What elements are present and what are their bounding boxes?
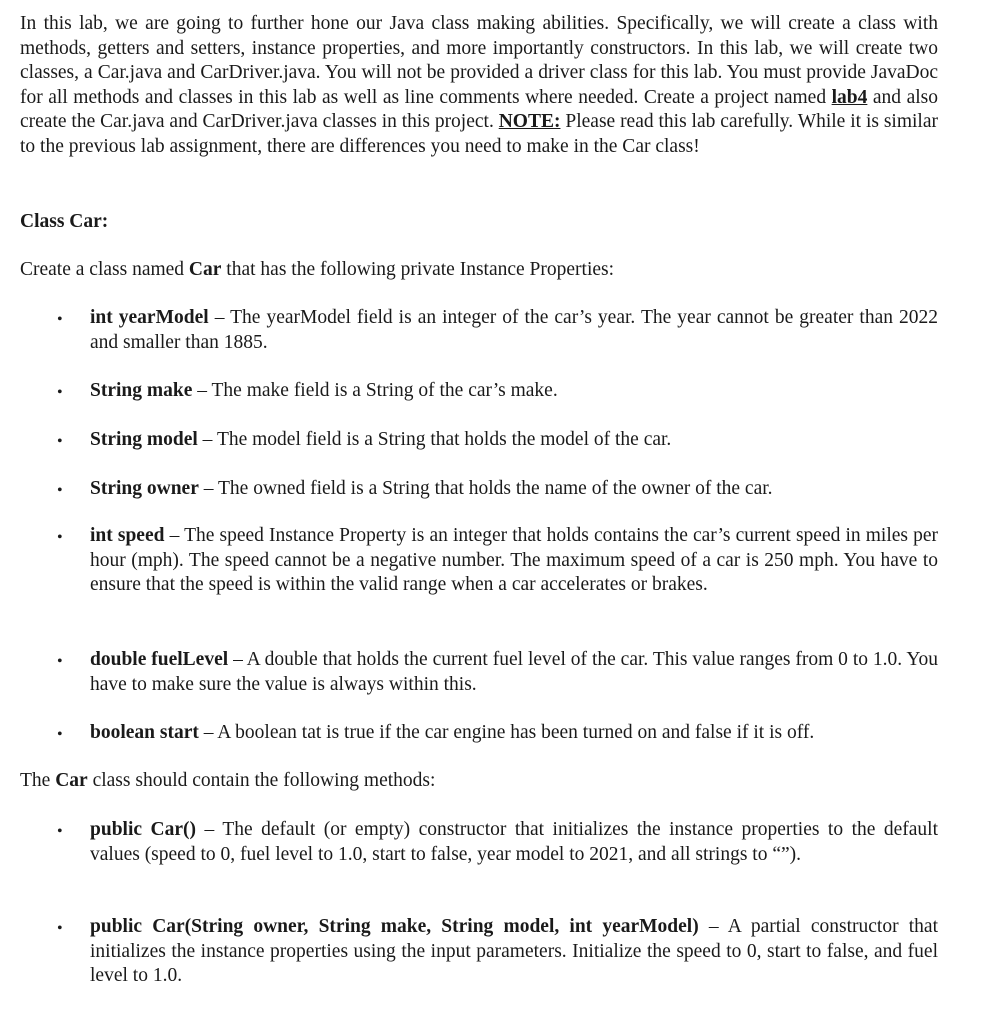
property-item-yearmodel: int yearModel – The yearModel field is an integer of the car’s year. The year cannot be greater than 2022 and smaller than 1885. <box>90 307 939 353</box>
bullet-icon: • <box>57 653 63 670</box>
method-item-default-constructor: public Car() – The default (or empty) constructor that initializes the instance properties to the default values (speed to 0, fuel level to 1.0, start to false, year model to 2021, and all strings to “”). <box>90 819 939 865</box>
bullet-icon: • <box>57 482 63 499</box>
methods-intro: The Car class should contain the following methods: <box>20 770 436 791</box>
property-item-fuellevel: double fuelLevel – A double that holds the current fuel level of the car. This value ranges from 0 to 1.0. You have to make sure the value is always within this. <box>90 649 938 695</box>
property-item-speed: int speed – The speed Instance Property is an integer that holds contains the car’s current speed in miles per hour (mph). The speed cannot be a negative number. The maximum speed of a car is 250 mph. You have to ensure that the speed is within the valid range when a car accelerates or brakes. <box>90 525 938 595</box>
bullet-icon: • <box>57 433 63 450</box>
note-label: NOTE: <box>498 111 561 132</box>
project-name: lab4 <box>831 86 868 108</box>
class-name: Car <box>188 259 222 280</box>
bullet-icon: • <box>57 529 63 546</box>
bullet-icon: • <box>57 384 63 401</box>
intro-text-3: Please read this lab carefully. While it is similar to the previous lab assignment, there are differences you need to make in the Car class! <box>20 111 938 157</box>
bullet-icon: • <box>57 823 63 840</box>
class-heading-text: Class Car: <box>20 211 109 232</box>
property-item-owner: String owner – The owned field is a String that holds the name of the owner of the car. <box>90 478 773 499</box>
class-name: Car <box>55 770 88 791</box>
property-item-make: String make – The make field is a String of the car’s make. <box>90 380 558 401</box>
class-heading <box>20 210 938 235</box>
bullet-icon: • <box>57 311 63 328</box>
properties-intro: Create a class named Car that has the following private Instance Properties: <box>20 259 615 280</box>
method-item-partial-constructor: public Car(String owner, String make, String model, int yearModel) – A partial constructor that initializes the instance properties using the input parameters. Initialize the speed to 0, start to false, and fuel level to 1.0. <box>90 916 938 986</box>
property-item-start: boolean start – A boolean tat is true if the car engine has been turned on and false if it is off. <box>90 722 815 743</box>
intro-text-2: and also create the Car.java and CarDriver.java classes in this project. <box>20 86 938 132</box>
bullet-icon: • <box>57 920 63 937</box>
bullet-icon: • <box>57 726 63 743</box>
intro-paragraph <box>20 12 938 159</box>
intro-text-1: In this lab, we are going to further hone our Java class making abilities. Specifically, we will create a class with methods, getters and setters, instance properties, and more importantly constructors. In this lab, we will create two classes, a Car.java and CarDriver.java. You will not be provided a driver class for this lab. You must provide JavaDoc for all methods and classes in this lab as well as line comments where needed. Create a project named <box>20 13 938 108</box>
property-item-model: String model – The model field is a String that holds the model of the car. <box>90 429 672 450</box>
